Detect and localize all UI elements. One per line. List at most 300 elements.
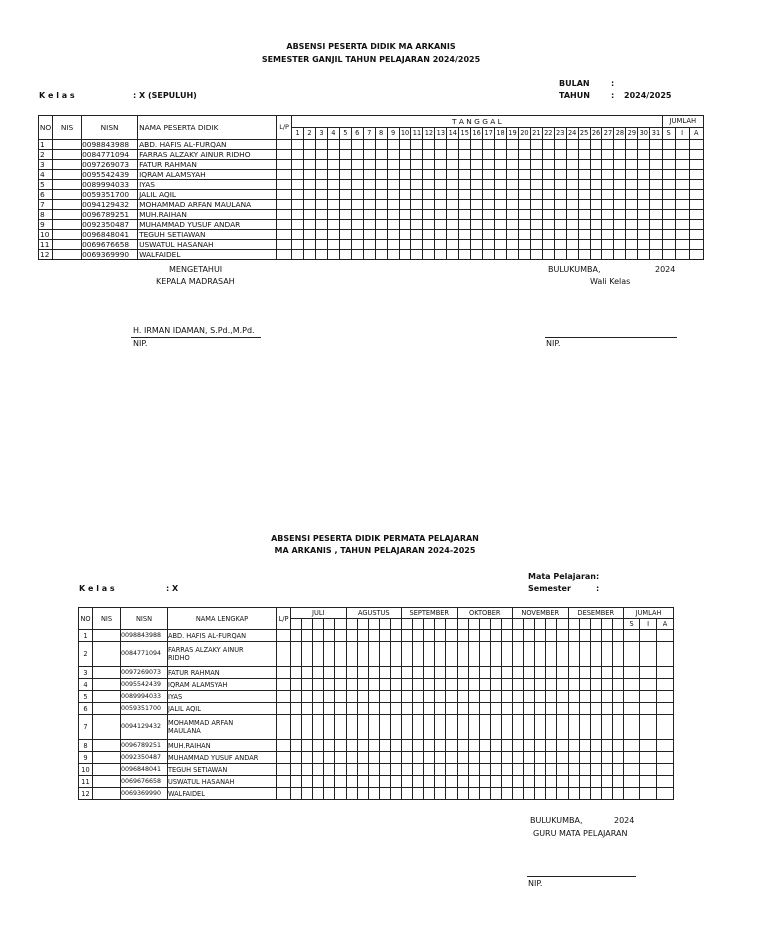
attendance-cell xyxy=(483,140,495,150)
attendance-cell xyxy=(302,679,313,691)
attendance-cell xyxy=(468,679,479,691)
sheet2-col-nisn: NISN xyxy=(121,608,168,630)
sheet1-day-13: 13 xyxy=(435,128,447,140)
student-name: IYAS xyxy=(138,180,277,190)
attendance-cell xyxy=(535,752,546,764)
attendance-cell xyxy=(413,642,424,667)
sheet1-header-row-1 xyxy=(39,116,704,128)
student-no: 10 xyxy=(79,764,93,776)
attendance-cell xyxy=(335,642,346,667)
attendance-cell xyxy=(423,240,435,250)
attendance-cell xyxy=(413,630,424,642)
attendance-cell xyxy=(315,240,327,250)
attendance-cell xyxy=(435,210,447,220)
student-lp xyxy=(277,764,291,776)
attendance-cell xyxy=(590,150,602,160)
week-cell xyxy=(390,619,401,630)
student-nis xyxy=(93,776,121,788)
attendance-cell xyxy=(614,160,626,170)
sheet1-jumlah-a: A xyxy=(689,128,703,140)
attendance-cell xyxy=(579,788,590,800)
student-name-line1: ABD. HAFIS AL-FURQAN xyxy=(168,631,247,640)
attendance-cell xyxy=(457,776,468,788)
attendance-cell xyxy=(346,703,357,715)
student-name xyxy=(168,691,277,703)
attendance-cell xyxy=(351,250,363,260)
total-cell xyxy=(675,190,689,200)
attendance-cell xyxy=(313,740,324,752)
attendance-cell xyxy=(490,642,501,667)
attendance-cell xyxy=(535,630,546,642)
attendance-cell xyxy=(363,220,375,230)
sheet1-day-8: 8 xyxy=(375,128,387,140)
attendance-cell xyxy=(468,752,479,764)
attendance-cell xyxy=(626,140,638,150)
attendance-cell xyxy=(327,180,339,190)
attendance-cell xyxy=(495,250,507,260)
attendance-cell xyxy=(512,776,523,788)
attendance-cell xyxy=(315,140,327,150)
sheet2-month-oktober: OKTOBER xyxy=(457,608,512,619)
student-lp xyxy=(277,200,292,210)
attendance-cell xyxy=(638,170,650,180)
student-lp xyxy=(277,630,291,642)
student-nisn: 0089994033 xyxy=(82,180,138,190)
attendance-cell xyxy=(459,150,471,160)
attendance-cell xyxy=(459,200,471,210)
student-name: FARRAS ALZAKY AINUR RIDHO xyxy=(138,150,277,160)
attendance-cell xyxy=(614,250,626,260)
sheet2-col-no: NO xyxy=(79,608,93,630)
student-nisn: 0089994033 xyxy=(121,691,168,703)
sheet2-jumlah-a: A xyxy=(657,619,674,630)
student-nisn: 0097269073 xyxy=(82,160,138,170)
student-nis xyxy=(53,180,82,190)
attendance-cell xyxy=(614,180,626,190)
student-nisn: 0069369990 xyxy=(121,788,168,800)
attendance-cell xyxy=(324,715,335,740)
attendance-cell xyxy=(495,210,507,220)
attendance-cell xyxy=(339,220,351,230)
attendance-cell xyxy=(566,220,578,230)
attendance-cell xyxy=(612,776,623,788)
total-cell xyxy=(624,703,640,715)
attendance-cell xyxy=(557,715,568,740)
attendance-cell xyxy=(614,210,626,220)
attendance-cell xyxy=(495,180,507,190)
week-cell xyxy=(379,619,390,630)
attendance-cell xyxy=(402,752,413,764)
attendance-cell xyxy=(291,776,302,788)
attendance-cell xyxy=(363,160,375,170)
attendance-cell xyxy=(650,170,662,180)
attendance-cell xyxy=(490,630,501,642)
attendance-cell xyxy=(542,200,554,210)
attendance-cell xyxy=(554,180,566,190)
attendance-cell xyxy=(304,170,316,180)
attendance-cell xyxy=(650,140,662,150)
attendance-cell xyxy=(375,200,387,210)
attendance-cell xyxy=(590,715,601,740)
attendance-cell xyxy=(554,210,566,220)
attendance-cell xyxy=(402,642,413,667)
sheet1-day-28: 28 xyxy=(614,128,626,140)
table-row xyxy=(39,140,704,150)
attendance-cell xyxy=(601,776,612,788)
attendance-cell xyxy=(601,691,612,703)
total-cell xyxy=(662,170,675,180)
attendance-cell xyxy=(602,210,614,220)
attendance-cell xyxy=(483,180,495,190)
attendance-cell xyxy=(530,140,542,150)
attendance-cell xyxy=(554,230,566,240)
attendance-cell xyxy=(324,679,335,691)
attendance-cell xyxy=(530,230,542,240)
attendance-cell xyxy=(501,740,512,752)
attendance-cell xyxy=(530,210,542,220)
student-name-line2: MAULANA xyxy=(168,727,201,735)
attendance-cell xyxy=(471,170,483,180)
attendance-cell xyxy=(479,764,490,776)
attendance-cell xyxy=(399,170,411,180)
attendance-cell xyxy=(501,776,512,788)
sheet1-day-19: 19 xyxy=(506,128,518,140)
total-cell xyxy=(675,150,689,160)
attendance-cell xyxy=(479,691,490,703)
total-cell xyxy=(640,630,657,642)
student-nis xyxy=(93,740,121,752)
sheet1-kelas-label: K e l a s xyxy=(39,91,75,100)
attendance-cell xyxy=(411,140,423,150)
attendance-cell xyxy=(291,679,302,691)
student-name-line1: FATUR RAHMAN xyxy=(168,668,220,677)
attendance-cell xyxy=(379,703,390,715)
attendance-cell xyxy=(413,740,424,752)
attendance-cell xyxy=(501,752,512,764)
attendance-cell xyxy=(363,190,375,200)
attendance-cell xyxy=(411,160,423,170)
attendance-cell xyxy=(614,230,626,240)
attendance-cell xyxy=(447,190,459,200)
attendance-cell xyxy=(357,667,368,679)
attendance-cell xyxy=(335,776,346,788)
attendance-cell xyxy=(435,220,447,230)
attendance-cell xyxy=(357,630,368,642)
attendance-cell xyxy=(483,230,495,240)
attendance-cell xyxy=(351,170,363,180)
attendance-cell xyxy=(402,776,413,788)
attendance-cell xyxy=(601,764,612,776)
attendance-cell xyxy=(424,740,435,752)
week-cell xyxy=(590,619,601,630)
attendance-cell xyxy=(313,703,324,715)
attendance-cell xyxy=(292,230,304,240)
attendance-cell xyxy=(292,220,304,230)
attendance-cell xyxy=(447,250,459,260)
total-cell xyxy=(640,740,657,752)
attendance-cell xyxy=(483,240,495,250)
attendance-cell xyxy=(291,703,302,715)
sheet2-mapel-colon: : xyxy=(596,572,600,581)
attendance-cell xyxy=(506,200,518,210)
attendance-cell xyxy=(379,764,390,776)
attendance-cell xyxy=(471,210,483,220)
attendance-cell xyxy=(292,190,304,200)
attendance-cell xyxy=(614,200,626,210)
total-cell xyxy=(662,190,675,200)
student-nis xyxy=(53,190,82,200)
attendance-cell xyxy=(650,150,662,160)
attendance-cell xyxy=(399,150,411,160)
attendance-cell xyxy=(368,715,379,740)
attendance-cell xyxy=(479,667,490,679)
attendance-cell xyxy=(351,190,363,200)
attendance-cell xyxy=(471,150,483,160)
attendance-cell xyxy=(324,691,335,703)
attendance-cell xyxy=(446,715,457,740)
attendance-cell xyxy=(457,679,468,691)
attendance-cell xyxy=(601,630,612,642)
attendance-cell xyxy=(501,667,512,679)
student-nis xyxy=(93,764,121,776)
attendance-cell xyxy=(479,679,490,691)
attendance-cell xyxy=(335,691,346,703)
student-name xyxy=(168,788,277,800)
attendance-cell xyxy=(413,679,424,691)
attendance-cell xyxy=(327,150,339,160)
attendance-cell xyxy=(435,703,446,715)
attendance-cell xyxy=(402,667,413,679)
attendance-cell xyxy=(327,210,339,220)
attendance-cell xyxy=(315,190,327,200)
attendance-cell xyxy=(435,230,447,240)
attendance-cell xyxy=(447,230,459,240)
sheet2-title-line2: MA ARKANIS , TAHUN PELAJARAN 2024-2025 xyxy=(274,546,476,555)
attendance-cell xyxy=(568,667,579,679)
student-no: 10 xyxy=(39,230,53,240)
attendance-cell xyxy=(535,764,546,776)
attendance-cell xyxy=(524,776,535,788)
attendance-cell xyxy=(399,230,411,240)
attendance-cell xyxy=(435,691,446,703)
attendance-cell xyxy=(351,160,363,170)
attendance-cell xyxy=(512,667,523,679)
attendance-cell xyxy=(292,240,304,250)
attendance-cell xyxy=(501,764,512,776)
student-name-line1: FARRAS ALZAKY AINUR xyxy=(168,646,244,654)
student-nis xyxy=(93,788,121,800)
attendance-cell xyxy=(612,764,623,776)
attendance-cell xyxy=(542,190,554,200)
attendance-cell xyxy=(363,250,375,260)
attendance-cell xyxy=(638,140,650,150)
attendance-cell xyxy=(335,630,346,642)
attendance-cell xyxy=(626,150,638,160)
total-cell xyxy=(662,230,675,240)
attendance-cell xyxy=(411,180,423,190)
week-cell xyxy=(457,619,468,630)
student-nis xyxy=(53,160,82,170)
table-row xyxy=(79,642,674,667)
attendance-cell xyxy=(424,764,435,776)
attendance-cell xyxy=(566,190,578,200)
attendance-cell xyxy=(423,250,435,260)
attendance-cell xyxy=(411,210,423,220)
table-row xyxy=(39,210,704,220)
attendance-cell xyxy=(302,667,313,679)
attendance-cell xyxy=(602,200,614,210)
attendance-cell xyxy=(578,190,590,200)
attendance-cell xyxy=(315,180,327,190)
attendance-cell xyxy=(446,776,457,788)
student-nisn: 0096848041 xyxy=(82,230,138,240)
attendance-cell xyxy=(339,170,351,180)
attendance-cell xyxy=(468,715,479,740)
attendance-cell xyxy=(324,642,335,667)
week-cell xyxy=(346,619,357,630)
attendance-cell xyxy=(304,220,316,230)
student-name-line1: TEGUH SETIAWAN xyxy=(168,765,228,774)
attendance-cell xyxy=(602,180,614,190)
sheet1-tahun-label: TAHUN xyxy=(559,91,590,100)
attendance-cell xyxy=(413,715,424,740)
attendance-cell xyxy=(468,630,479,642)
attendance-cell xyxy=(402,788,413,800)
table-row xyxy=(79,715,674,740)
attendance-cell xyxy=(468,776,479,788)
attendance-cell xyxy=(566,150,578,160)
student-nis xyxy=(53,200,82,210)
attendance-cell xyxy=(339,240,351,250)
student-name: IQRAM ALAMSYAH xyxy=(138,170,277,180)
attendance-cell xyxy=(546,740,557,752)
attendance-cell xyxy=(327,220,339,230)
total-cell xyxy=(689,240,703,250)
attendance-cell xyxy=(363,240,375,250)
attendance-cell xyxy=(546,703,557,715)
attendance-cell xyxy=(446,642,457,667)
attendance-cell xyxy=(363,210,375,220)
attendance-cell xyxy=(304,160,316,170)
attendance-cell xyxy=(423,160,435,170)
attendance-cell xyxy=(424,642,435,667)
attendance-cell xyxy=(524,740,535,752)
sheet1-day-10: 10 xyxy=(399,128,411,140)
student-name: JALIL AQIL xyxy=(138,190,277,200)
attendance-cell xyxy=(578,150,590,160)
attendance-cell xyxy=(399,210,411,220)
total-cell xyxy=(640,679,657,691)
attendance-cell xyxy=(601,703,612,715)
attendance-cell xyxy=(459,230,471,240)
attendance-cell xyxy=(579,715,590,740)
attendance-cell xyxy=(557,679,568,691)
attendance-cell xyxy=(399,190,411,200)
student-no: 11 xyxy=(39,240,53,250)
attendance-cell xyxy=(435,630,446,642)
student-lp xyxy=(277,140,292,150)
student-name-line1: WALFAIDEL xyxy=(168,789,205,798)
attendance-cell xyxy=(490,715,501,740)
total-cell xyxy=(689,220,703,230)
attendance-cell xyxy=(324,667,335,679)
attendance-cell xyxy=(602,140,614,150)
attendance-cell xyxy=(590,170,602,180)
attendance-cell xyxy=(339,190,351,200)
attendance-cell xyxy=(590,250,602,260)
total-cell xyxy=(657,667,674,679)
attendance-cell xyxy=(292,170,304,180)
student-nisn: 0069369990 xyxy=(82,250,138,260)
attendance-cell xyxy=(435,776,446,788)
week-cell xyxy=(512,619,523,630)
attendance-cell xyxy=(506,150,518,160)
attendance-cell xyxy=(447,210,459,220)
attendance-cell xyxy=(546,788,557,800)
sheet2-mapel-label: Mata Pelajaran xyxy=(528,572,596,581)
sheet1-kepala-name: H. IRMAN IDAMAN, S.Pd.,M.Pd. xyxy=(133,326,255,335)
attendance-cell xyxy=(292,180,304,190)
student-lp xyxy=(277,740,291,752)
attendance-cell xyxy=(578,200,590,210)
attendance-cell xyxy=(357,740,368,752)
attendance-cell xyxy=(313,764,324,776)
student-nis xyxy=(93,691,121,703)
attendance-cell xyxy=(590,776,601,788)
table-row xyxy=(79,752,674,764)
attendance-cell xyxy=(291,788,302,800)
week-cell xyxy=(368,619,379,630)
attendance-cell xyxy=(535,679,546,691)
attendance-cell xyxy=(557,776,568,788)
attendance-cell xyxy=(638,190,650,200)
attendance-cell xyxy=(612,740,623,752)
table-row xyxy=(39,220,704,230)
attendance-cell xyxy=(542,250,554,260)
attendance-cell xyxy=(554,150,566,160)
attendance-cell xyxy=(557,764,568,776)
attendance-cell xyxy=(446,740,457,752)
total-cell xyxy=(657,764,674,776)
table-row xyxy=(39,250,704,260)
table-row xyxy=(39,230,704,240)
attendance-cell xyxy=(304,240,316,250)
attendance-cell xyxy=(315,210,327,220)
sheet1-col-jumlah: JUMLAH xyxy=(662,116,703,128)
week-cell xyxy=(291,619,302,630)
attendance-cell xyxy=(399,250,411,260)
attendance-cell xyxy=(304,250,316,260)
attendance-cell xyxy=(435,150,447,160)
attendance-cell xyxy=(302,776,313,788)
total-cell xyxy=(640,788,657,800)
attendance-cell xyxy=(368,667,379,679)
attendance-cell xyxy=(413,788,424,800)
sheet1-jumlah-i: I xyxy=(675,128,689,140)
attendance-cell xyxy=(346,715,357,740)
attendance-cell xyxy=(568,776,579,788)
attendance-cell xyxy=(546,679,557,691)
student-no: 12 xyxy=(39,250,53,260)
sheet1-bulan-colon: : xyxy=(611,79,615,88)
attendance-cell xyxy=(626,250,638,260)
attendance-cell xyxy=(568,679,579,691)
attendance-cell xyxy=(304,210,316,220)
week-cell xyxy=(424,619,435,630)
attendance-cell xyxy=(568,691,579,703)
attendance-cell xyxy=(402,679,413,691)
sheet1-day-15: 15 xyxy=(459,128,471,140)
